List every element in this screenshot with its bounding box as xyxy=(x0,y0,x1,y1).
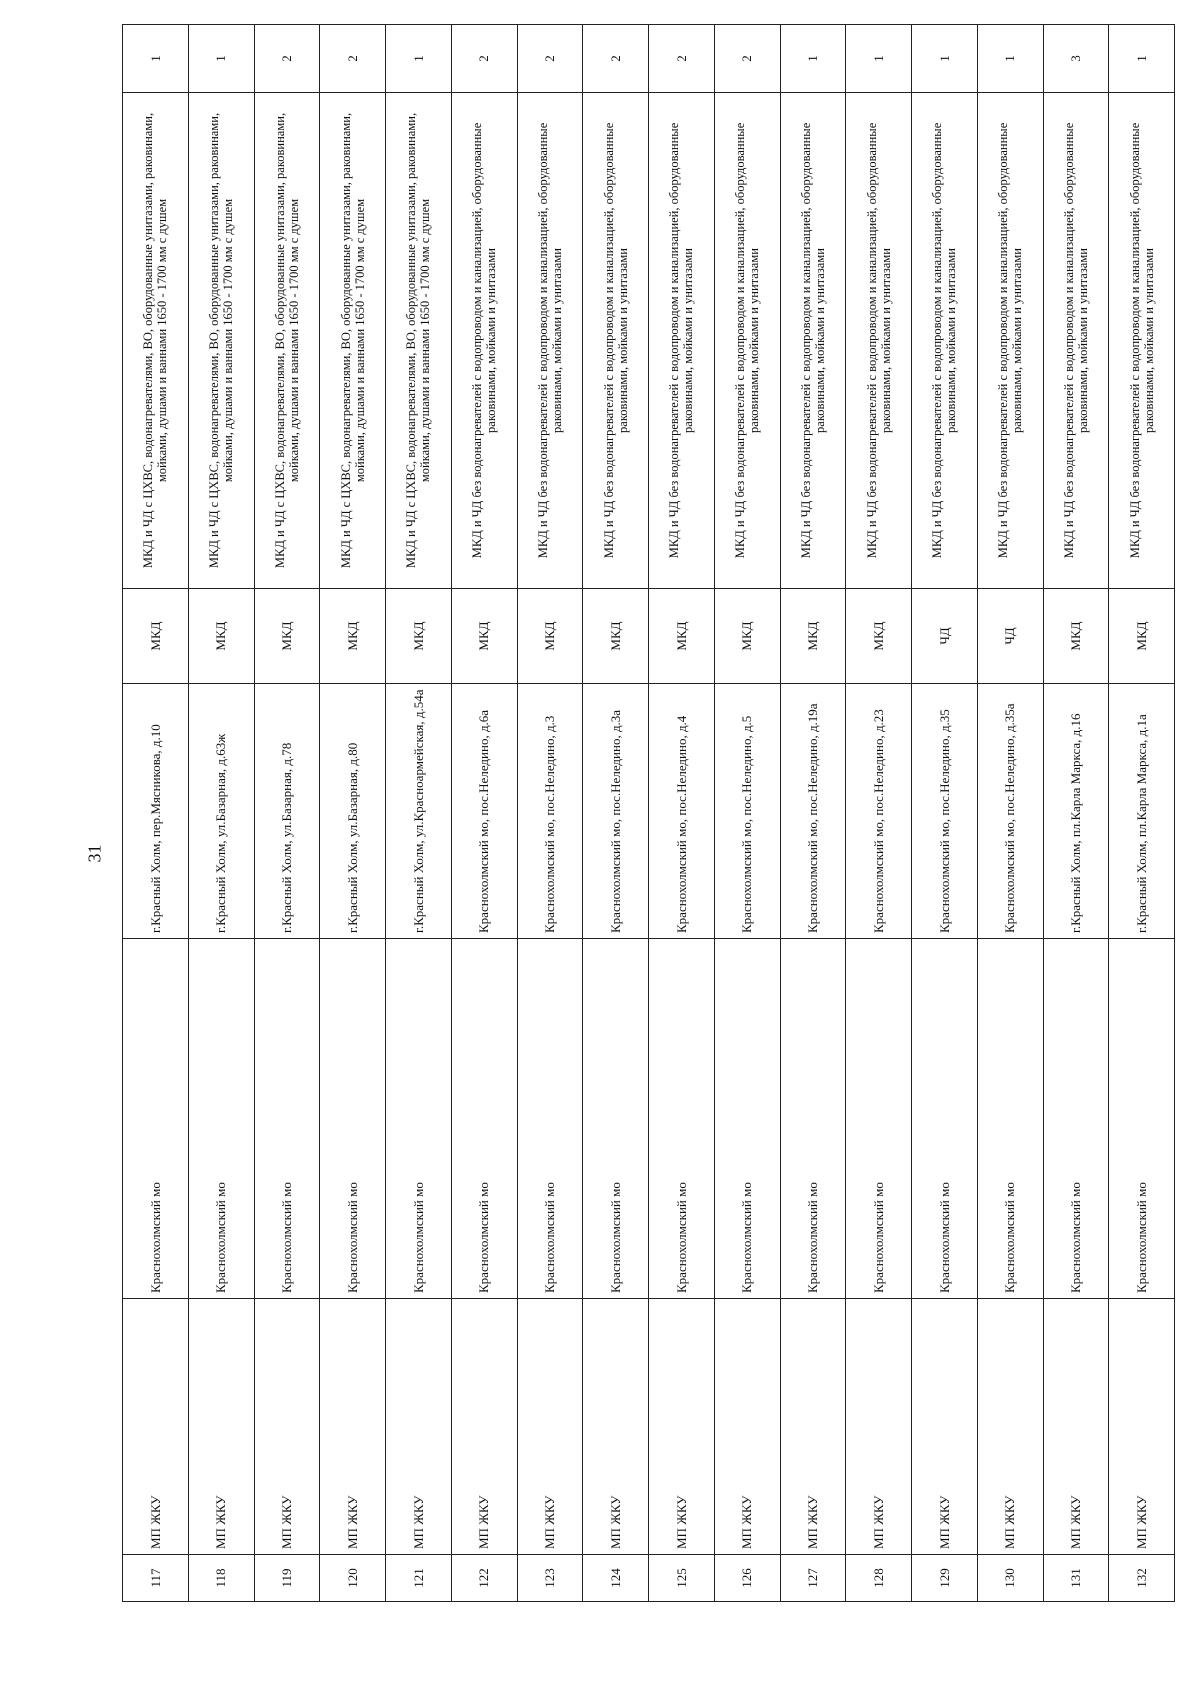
count-cell: 1 xyxy=(1109,25,1175,93)
description-cell: МКД и ЧД с ЦХВС, водонагревателями, ВО, оборудованные унитазами, раковинами, мойками, душами и ваннами 1650 - 1700 мм с душем xyxy=(386,93,452,589)
organization-cell: МП ЖКУ xyxy=(583,1299,649,1555)
count-cell: 2 xyxy=(320,25,386,93)
building-type-cell: ЧД xyxy=(912,589,978,684)
municipality-cell: Краснохолмский мо xyxy=(123,939,189,1299)
organization-cell: МП ЖКУ xyxy=(188,1299,254,1555)
organization-cell: МП ЖКУ xyxy=(846,1299,912,1555)
building-type-cell: МКД xyxy=(451,589,517,684)
table-row xyxy=(780,25,846,1602)
organization-cell: МП ЖКУ xyxy=(451,1299,517,1555)
municipality-cell: Краснохолмский мо xyxy=(1043,939,1109,1299)
address-cell: Краснохолмский мо, пос.Неледино, д.3а xyxy=(583,684,649,939)
municipality-cell: Краснохолмский мо xyxy=(320,939,386,1299)
row-number: 122 xyxy=(451,1555,517,1602)
organization-cell: МП ЖКУ xyxy=(714,1299,780,1555)
organization-cell: МП ЖКУ xyxy=(649,1299,715,1555)
count-cell: 2 xyxy=(583,25,649,93)
count-cell: 1 xyxy=(123,25,189,93)
table-row xyxy=(1109,25,1175,1602)
rotated-table-container xyxy=(122,25,1175,1602)
building-type-cell: МКД xyxy=(188,589,254,684)
count-cell: 3 xyxy=(1043,25,1109,93)
row-number: 118 xyxy=(188,1555,254,1602)
building-type-cell: МКД xyxy=(123,589,189,684)
organization-cell: МП ЖКУ xyxy=(1109,1299,1175,1555)
organization-cell: МП ЖКУ xyxy=(912,1299,978,1555)
address-cell: Краснохолмский мо, пос.Неледино, д.4 xyxy=(649,684,715,939)
organization-cell: МП ЖКУ xyxy=(123,1299,189,1555)
table-row xyxy=(714,25,780,1602)
address-cell: г.Красный Холм, пл.Карла Маркса, д.1а xyxy=(1109,684,1175,939)
description-cell: МКД и ЧД без водонагревателей с водопроводом и канализацией, оборудованные раковинами, мойками и унитазами xyxy=(583,93,649,589)
table-row xyxy=(912,25,978,1602)
description-cell: МКД и ЧД без водонагревателей с водопроводом и канализацией, оборудованные раковинами, мойками и унитазами xyxy=(1043,93,1109,589)
table-row xyxy=(386,25,452,1602)
organization-cell: МП ЖКУ xyxy=(386,1299,452,1555)
count-cell: 2 xyxy=(517,25,583,93)
table-row xyxy=(583,25,649,1602)
building-type-cell: МКД xyxy=(517,589,583,684)
description-cell: МКД и ЧД с ЦХВС, водонагревателями, ВО, оборудованные унитазами, раковинами, мойками, душами и ваннами 1650 - 1700 мм с душем xyxy=(320,93,386,589)
count-cell: 2 xyxy=(649,25,715,93)
description-cell: МКД и ЧД без водонагревателей с водопроводом и канализацией, оборудованные раковинами, мойками и унитазами xyxy=(1109,93,1175,589)
building-type-cell: ЧД xyxy=(977,589,1043,684)
address-cell: г.Красный Холм, пл.Карла Маркса, д.16 xyxy=(1043,684,1109,939)
building-type-cell: МКД xyxy=(320,589,386,684)
description-cell: МКД и ЧД с ЦХВС, водонагревателями, ВО, оборудованные унитазами, раковинами, мойками, душами и ваннами 1650 - 1700 мм с душем xyxy=(123,93,189,589)
address-cell: Краснохолмский мо, пос.Неледино, д.19а xyxy=(780,684,846,939)
table-row xyxy=(846,25,912,1602)
address-cell: Краснохолмский мо, пос.Неледино, д.23 xyxy=(846,684,912,939)
row-number: 117 xyxy=(123,1555,189,1602)
row-number: 125 xyxy=(649,1555,715,1602)
row-number: 129 xyxy=(912,1555,978,1602)
building-type-cell: МКД xyxy=(1043,589,1109,684)
description-cell: МКД и ЧД без водонагревателей с водопроводом и канализацией, оборудованные раковинами, мойками и унитазами xyxy=(451,93,517,589)
municipality-cell: Краснохолмский мо xyxy=(517,939,583,1299)
row-number: 131 xyxy=(1043,1555,1109,1602)
address-cell: Краснохолмский мо, пос.Неледино, д.3 xyxy=(517,684,583,939)
count-cell: 1 xyxy=(386,25,452,93)
table-body xyxy=(123,25,1175,1602)
municipality-cell: Краснохолмский мо xyxy=(780,939,846,1299)
description-cell: МКД и ЧД с ЦХВС, водонагревателями, ВО, оборудованные унитазами, раковинами, мойками, душами и ваннами 1650 - 1700 мм с душем xyxy=(188,93,254,589)
building-type-cell: МКД xyxy=(254,589,320,684)
description-cell: МКД и ЧД без водонагревателей с водопроводом и канализацией, оборудованные раковинами, мойками и унитазами xyxy=(649,93,715,589)
address-cell: Краснохолмский мо, пос.Неледино, д.35а xyxy=(977,684,1043,939)
description-cell: МКД и ЧД без водонагревателей с водопроводом и канализацией, оборудованные раковинами, мойками и унитазами xyxy=(780,93,846,589)
row-number: 119 xyxy=(254,1555,320,1602)
municipality-cell: Краснохолмский мо xyxy=(188,939,254,1299)
row-number: 121 xyxy=(386,1555,452,1602)
description-cell: МКД и ЧД без водонагревателей с водопроводом и канализацией, оборудованные раковинами, мойками и унитазами xyxy=(517,93,583,589)
count-cell: 2 xyxy=(451,25,517,93)
organization-cell: МП ЖКУ xyxy=(780,1299,846,1555)
municipality-cell: Краснохолмский мо xyxy=(583,939,649,1299)
address-cell: г.Красный Холм, ул.Базарная, д.78 xyxy=(254,684,320,939)
municipality-cell: Краснохолмский мо xyxy=(386,939,452,1299)
address-cell: г.Красный Холм, пер.Мясникова, д.10 xyxy=(123,684,189,939)
municipality-cell: Краснохолмский мо xyxy=(254,939,320,1299)
table-row xyxy=(451,25,517,1602)
table-row xyxy=(254,25,320,1602)
building-type-cell: МКД xyxy=(846,589,912,684)
municipality-cell: Краснохолмский мо xyxy=(977,939,1043,1299)
building-type-cell: МКД xyxy=(1109,589,1175,684)
count-cell: 2 xyxy=(254,25,320,93)
data-table xyxy=(122,24,1175,1602)
count-cell: 2 xyxy=(714,25,780,93)
building-type-cell: МКД xyxy=(386,589,452,684)
municipality-cell: Краснохолмский мо xyxy=(1109,939,1175,1299)
description-cell: МКД и ЧД с ЦХВС, водонагревателями, ВО, оборудованные унитазами, раковинами, мойками, душами и ваннами 1650 - 1700 мм с душем xyxy=(254,93,320,589)
table-row xyxy=(1043,25,1109,1602)
table-row xyxy=(320,25,386,1602)
count-cell: 1 xyxy=(780,25,846,93)
organization-cell: МП ЖКУ xyxy=(1043,1299,1109,1555)
organization-cell: МП ЖКУ xyxy=(254,1299,320,1555)
row-number: 130 xyxy=(977,1555,1043,1602)
row-number: 126 xyxy=(714,1555,780,1602)
count-cell: 1 xyxy=(846,25,912,93)
row-number: 120 xyxy=(320,1555,386,1602)
municipality-cell: Краснохолмский мо xyxy=(846,939,912,1299)
row-number: 124 xyxy=(583,1555,649,1602)
row-number: 127 xyxy=(780,1555,846,1602)
table-row xyxy=(517,25,583,1602)
page-number: 31 xyxy=(84,844,105,863)
building-type-cell: МКД xyxy=(649,589,715,684)
count-cell: 1 xyxy=(188,25,254,93)
description-cell: МКД и ЧД без водонагревателей с водопроводом и канализацией, оборудованные раковинами, мойками и унитазами xyxy=(846,93,912,589)
table-row xyxy=(123,25,189,1602)
row-number: 128 xyxy=(846,1555,912,1602)
table-row xyxy=(188,25,254,1602)
count-cell: 1 xyxy=(977,25,1043,93)
address-cell: г.Красный Холм, ул.Базарная, д.80 xyxy=(320,684,386,939)
building-type-cell: МКД xyxy=(583,589,649,684)
table-row xyxy=(649,25,715,1602)
description-cell: МКД и ЧД без водонагревателей с водопроводом и канализацией, оборудованные раковинами, мойками и унитазами xyxy=(912,93,978,589)
row-number: 132 xyxy=(1109,1555,1175,1602)
organization-cell: МП ЖКУ xyxy=(977,1299,1043,1555)
address-cell: Краснохолмский мо, пос.Неледино, д.35 xyxy=(912,684,978,939)
building-type-cell: МКД xyxy=(780,589,846,684)
description-cell: МКД и ЧД без водонагревателей с водопроводом и канализацией, оборудованные раковинами, мойками и унитазами xyxy=(977,93,1043,589)
address-cell: Краснохолмский мо, пос.Неледино, д.6а xyxy=(451,684,517,939)
organization-cell: МП ЖКУ xyxy=(320,1299,386,1555)
building-type-cell: МКД xyxy=(714,589,780,684)
address-cell: Краснохолмский мо, пос.Неледино, д.5 xyxy=(714,684,780,939)
municipality-cell: Краснохолмский мо xyxy=(714,939,780,1299)
count-cell: 1 xyxy=(912,25,978,93)
municipality-cell: Краснохолмский мо xyxy=(451,939,517,1299)
description-cell: МКД и ЧД без водонагревателей с водопроводом и канализацией, оборудованные раковинами, мойками и унитазами xyxy=(714,93,780,589)
address-cell: г.Красный Холм, ул.Красноармейская, д.54а xyxy=(386,684,452,939)
organization-cell: МП ЖКУ xyxy=(517,1299,583,1555)
row-number: 123 xyxy=(517,1555,583,1602)
municipality-cell: Краснохолмский мо xyxy=(912,939,978,1299)
table-row xyxy=(977,25,1043,1602)
municipality-cell: Краснохолмский мо xyxy=(649,939,715,1299)
address-cell: г.Красный Холм, ул.Базарная, д.63ж xyxy=(188,684,254,939)
